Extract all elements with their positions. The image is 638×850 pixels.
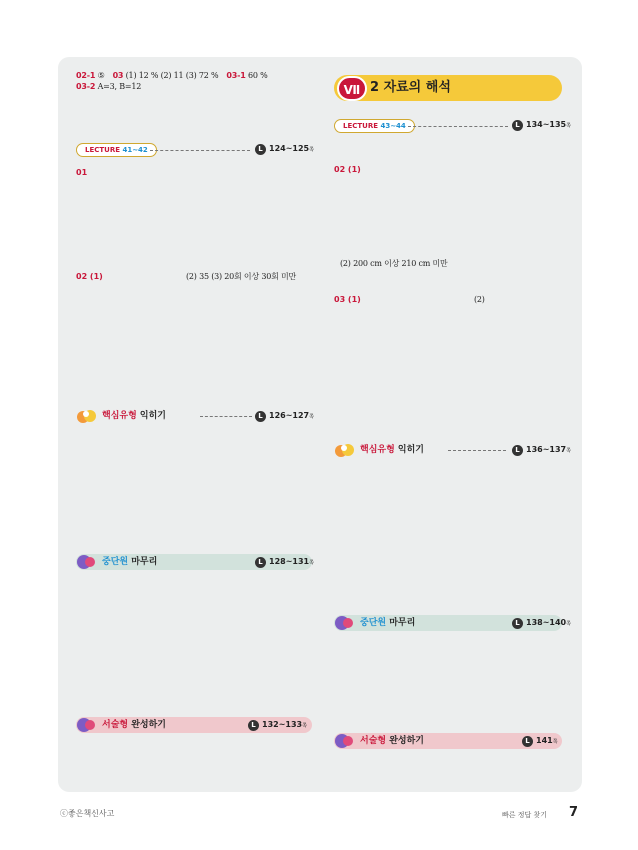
core-type-header: 핵심유형 익히기 — [76, 408, 312, 424]
swirl-icon — [76, 553, 98, 571]
chapter-number: Ⅶ — [337, 76, 367, 101]
mid-unit-header: 중단원 마무리 — [334, 615, 562, 631]
lecture-badge: LECTURE 41~42 — [76, 143, 157, 157]
answer-02-2: (2) 200 cm 이상 210 cm 미만 — [340, 259, 448, 268]
core-type-header: 핵심유형 익히기 — [334, 442, 562, 458]
question-number: 03-1 — [226, 71, 246, 80]
answer-item — [76, 81, 141, 92]
answer-line — [76, 81, 268, 92]
page-range: 134~135쪽 — [526, 120, 571, 129]
answer-line — [76, 70, 268, 81]
histogram-1 — [86, 162, 176, 244]
page-range: 138~140쪽 — [526, 618, 571, 627]
answer-item — [76, 70, 105, 81]
lecture-icon: L — [512, 445, 523, 456]
question-label: 02 (1) — [334, 165, 361, 174]
lecture-badge: LECTURE 43~44 — [334, 119, 415, 133]
page-number: 7 — [569, 805, 579, 820]
mid-unit-header: 중단원 마무리 — [76, 554, 312, 570]
question-label: 01 — [76, 168, 88, 177]
question-number: 03 — [112, 71, 124, 80]
answer-item — [113, 70, 219, 81]
histogram-2 — [98, 266, 188, 348]
answer-value: 60 % — [247, 71, 268, 80]
chapter-title: 2 자료의 해석 — [370, 80, 451, 95]
lecture-icon: L — [522, 736, 533, 747]
lecture-icon: L — [255, 144, 266, 155]
lecture-icon: L — [248, 720, 259, 731]
essay-header: 서술형 완성하기 — [76, 717, 312, 733]
page-range: 124~125쪽 — [269, 144, 314, 153]
question-label: 02 (1) — [76, 272, 103, 281]
swirl-icon — [334, 614, 356, 632]
answer-value: (1) 12 % (2) 11 (3) 72 % — [125, 71, 219, 80]
page-range: 141쪽 — [536, 736, 558, 745]
page-range: 132~133쪽 — [262, 720, 307, 729]
lecture-icon: L — [255, 411, 266, 422]
relative-frequency-polygon — [482, 296, 566, 382]
answer-value: ⑤ — [97, 71, 105, 80]
answer-item — [226, 70, 267, 81]
publisher: ⓒ좋은책신사고 — [60, 809, 115, 818]
swirl-icon — [334, 732, 356, 750]
lecture-icon: L — [512, 120, 523, 131]
page-range: 126~127쪽 — [269, 411, 314, 420]
question-number: 03-2 — [76, 82, 96, 91]
lecture-icon: L — [255, 557, 266, 568]
lecture-icon: L — [512, 618, 523, 629]
top-answers — [76, 70, 268, 92]
page-range: 128~131쪽 — [269, 557, 314, 566]
question-number: 02-1 — [76, 71, 96, 80]
flame-icon — [76, 407, 98, 425]
answer-value: A=3, B=12 — [97, 82, 142, 91]
page-range: 136~137쪽 — [526, 445, 571, 454]
flame-icon — [334, 441, 356, 459]
essay-header: 서술형 완성하기 — [334, 733, 562, 749]
answer-02-side: (2) 35 (3) 20회 이상 30회 미만 — [186, 272, 297, 281]
footer-section: 빠른 정답 찾기 — [502, 811, 548, 819]
question-label: (2) — [474, 295, 485, 304]
swirl-icon — [76, 716, 98, 734]
question-label: 03 (1) — [334, 295, 361, 304]
